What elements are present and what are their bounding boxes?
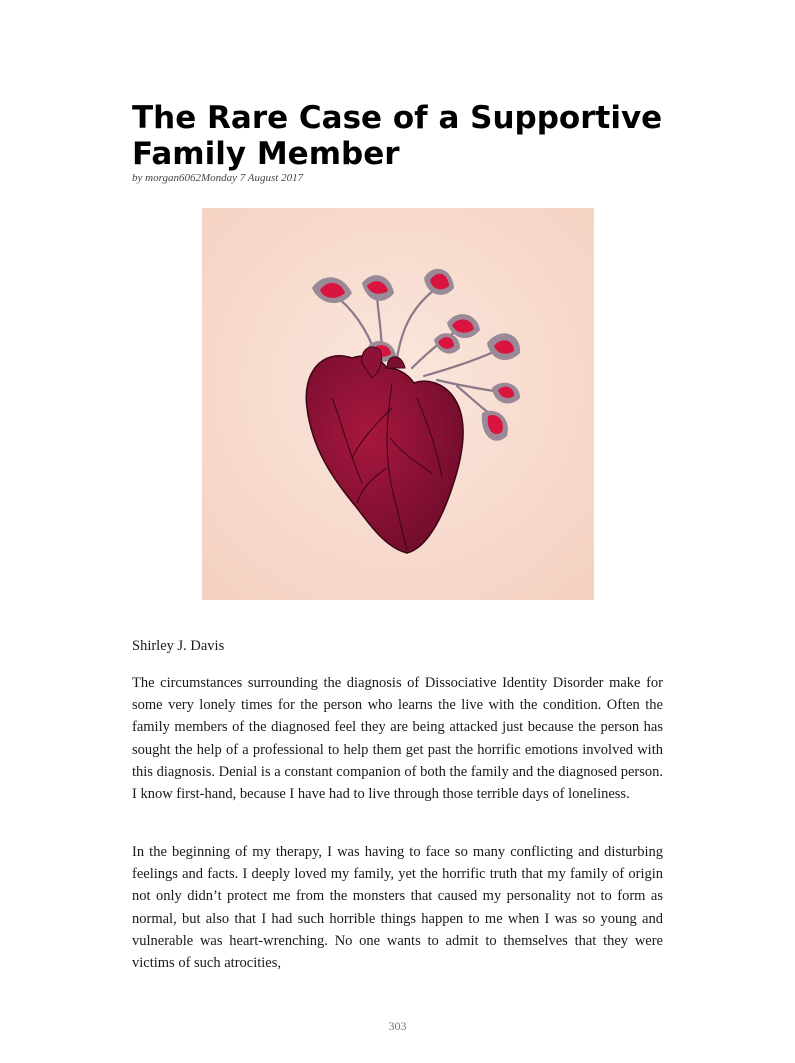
body-paragraph-1: The circumstances surrounding the diagnosis of Dissociative Identity Disorder make for some very lonely times for the person who learns the live with the condition. Often the family members of the diagnosed feel they are being attacked just because the person has sought the help of a professional to help them get past the horrific emotions involved with this diagnosis. Denial is a constant companion of both the family and the diagnosed person. I know first-hand, because I have had to live through those terrible days of loneliness. bbox=[132, 675, 663, 803]
body-paragraph-2: In the beginning of my therapy, I was having to face so many conflicting and disturbing feelings and facts. I deeply loved my family, yet the horrific truth that my family of origin not only didn’t protect me from the monsters that caused my personality not to form as normal, but also that I had such horrible things happen to me when I was so young and vulnerable was heart-wrenching. No one wants to admit to themselves that they were victims of such atrocities, bbox=[132, 844, 663, 972]
anatomical-heart-with-flowers-icon bbox=[202, 208, 594, 600]
author-name: Shirley J. Davis bbox=[132, 638, 225, 654]
page-number: 303 bbox=[388, 1019, 407, 1033]
article-title: The Rare Case of a Supportive Family Member bbox=[132, 100, 663, 172]
article-byline: by morgan6062Monday 7 August 2017 bbox=[132, 172, 304, 184]
heart-illustration bbox=[202, 208, 594, 600]
